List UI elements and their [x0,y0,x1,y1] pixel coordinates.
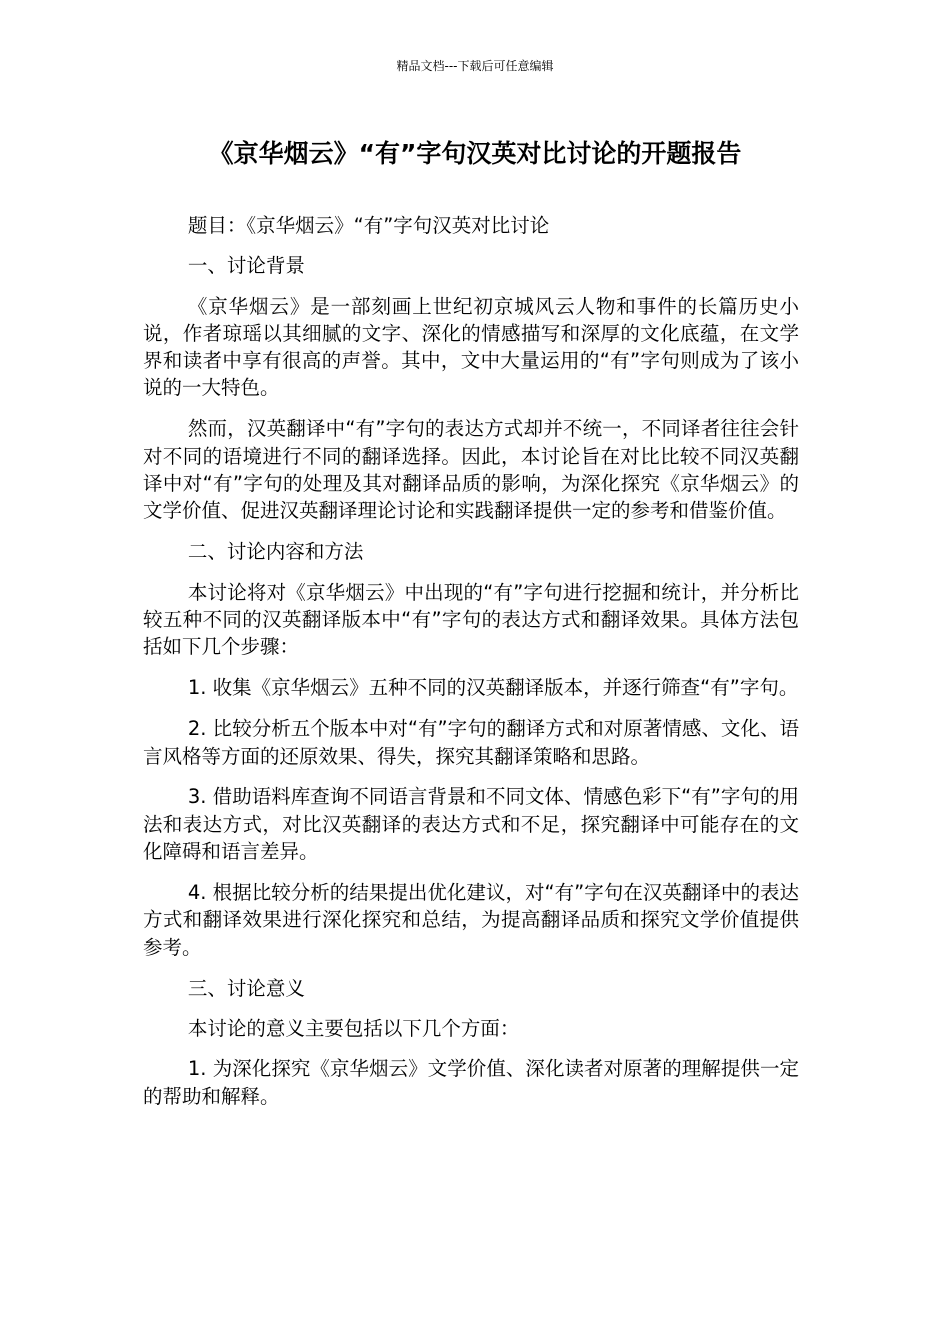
paragraph-background-1: 《京华烟云》是一部刻画上世纪初京城风云人物和事件的长篇历史小说，作者琼瑶以其细腻的文字、深化的情感描写和深厚的文化底蕴，在文学界和读者中享有很高的声誉。其中，文中大量运用的“有”字句则成为了该小说的一大特色。 [143,294,799,400]
document-title: 《京华烟云》“有”字句汉英对比讨论的开题报告 [208,139,742,168]
section-heading-significance: 三、讨论意义 [187,976,305,1000]
paragraph-method-intro: 本讨论将对《京华烟云》中出现的“有”字句进行挖掘和统计，并分析比较五种不同的汉英翻译版本中“有”字句的表达方式和翻译效果。具体方法包括如下几个步骤： [143,580,799,659]
section-heading-content-method: 二、讨论内容和方法 [187,540,364,564]
step-item: 2. 比较分析五个版本中对“有”字句的翻译方式和对原著情感、文化、语言风格等方面的还原效果、得失，探究其翻译策略和思路。 [143,717,799,768]
step-item: 4. 根据比较分析的结果提出优化建议，对“有”字句在汉英翻译中的表达方式和翻译效果进行深化探究和总结，为提高翻译品质和探究文学价值提供参考。 [143,881,799,959]
paragraph-significance-intro: 本讨论的意义主要包括以下几个方面： [187,1016,520,1040]
significance-item: 1. 为深化探究《京华烟云》文学价值、深化读者对原著的理解提供一定的帮助和解释。 [143,1057,799,1108]
topic-line: 题目：《京华烟云》“有”字句汉英对比讨论 [187,214,550,237]
step-item: 3. 借助语料库查询不同语言背景和不同文体、情感色彩下“有”字句的用法和表达方式，对比汉英翻译的表达方式和不足，探究翻译中可能存在的文化障碍和语言差异。 [143,785,799,864]
page-header-note: 精品文档---下载后可任意编辑 [396,59,554,73]
step-item: 1. 收集《京华烟云》五种不同的汉英翻译版本，并逐行筛查“有”字句。 [187,676,799,700]
section-heading-background: 一、讨论背景 [187,254,305,278]
document-body [143,212,799,1124]
paragraph-background-2: 然而，汉英翻译中“有”字句的表达方式却并不统一，不同译者往往会针对不同的语境进行不同的翻译选择。因此，本讨论旨在对比比较不同汉英翻译中对“有”字句的处理及其对翻译品质的影响，为深化探究《京华烟云》的文学价值、促进汉英翻译理论讨论和实践翻译提供一定的参考和借鉴价值。 [143,417,799,523]
